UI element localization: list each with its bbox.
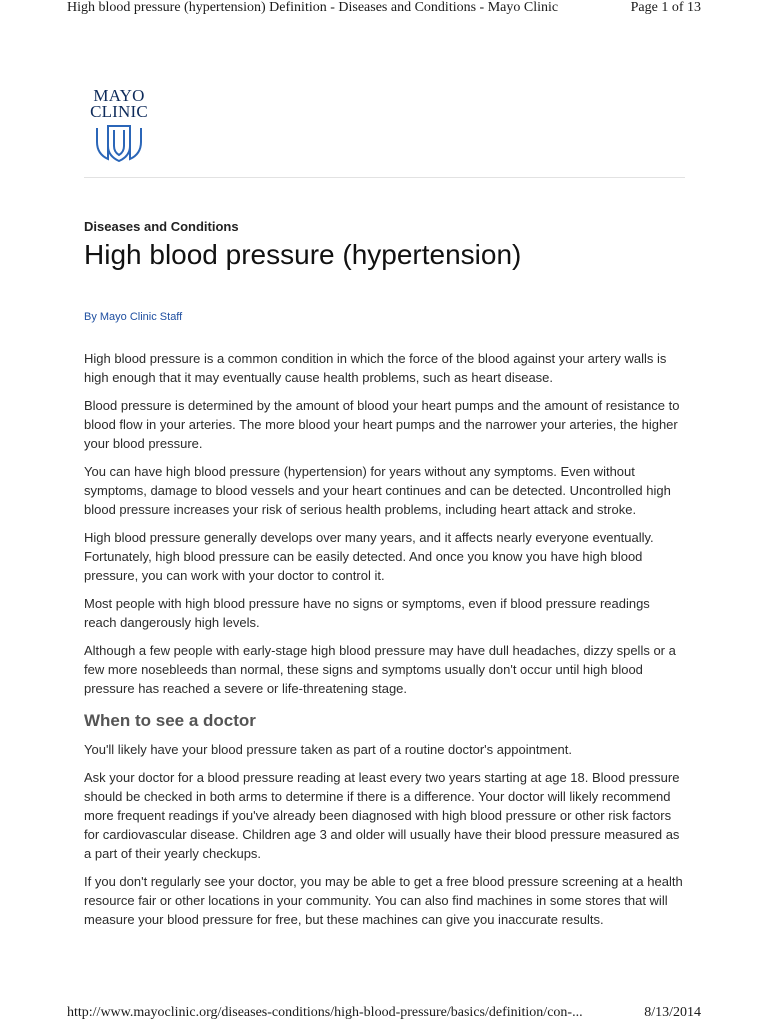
byline-link[interactable]: By Mayo Clinic Staff (84, 311, 183, 323)
paragraph: Blood pressure is determined by the amount of blood your heart pumps and the amount of resistance to blood flow in your arteries. The more blood your heart pumps and the narrower your arteries, the higher your blood pressure. (84, 398, 680, 451)
print-header-page: Page 1 of 13 (630, 0, 701, 15)
paragraph: Ask your doctor for a blood pressure reading at least every two years starting at age 18. Blood pressure should be checked in both arms to determine if there is a difference. Your doctor will likely recommend more frequent readings if you've already been diagnosed with high blood pressure or other risk factors for cardiovascular disease. Children age 3 and older will usually have their blood pressure measured as a part of their yearly checkups. (84, 770, 680, 861)
header-divider (84, 177, 685, 178)
paragraph: You'll likely have your blood pressure taken as part of a routine doctor's appointment. (84, 742, 572, 757)
print-header (67, 0, 701, 20)
page-title: High blood pressure (hypertension) (84, 239, 522, 270)
paragraph: Although a few people with early-stage high blood pressure may have dull headaches, dizzy spells or a few more nosebleeds than normal, these signs and symptoms usually don't occur until high blood pressure has reached a severe or life-threatening stage. (84, 643, 676, 696)
paragraph: You can have high blood pressure (hypertension) for years without any symptoms. Even without symptoms, damage to blood vessels and your heart continues and can be detected. Uncontrolled high blood pressure increases your risk of serious health problems, including heart attack and stroke. (84, 464, 671, 517)
subheading: When to see a doctor (84, 711, 256, 730)
mayo-clinic-logo[interactable] (84, 88, 154, 166)
print-header-title: High blood pressure (hypertension) Definition - Diseases and Conditions - Mayo Clinic (67, 0, 559, 15)
paragraph: High blood pressure is a common condition in which the force of the blood against your artery walls is high enough that it may eventually cause health problems, such as heart disease. (84, 351, 667, 385)
print-footer-date: 8/13/2014 (644, 1005, 701, 1020)
article (84, 218, 685, 938)
print-footer (67, 1005, 701, 1024)
paragraph: High blood pressure generally develops over many years, and it affects nearly everyone eventually. Fortunately, high blood pressure can be easily detected. And once you know you have high blood pressure, you can work with your doctor to control it. (84, 530, 654, 583)
mayo-shields-icon (94, 124, 144, 162)
logo-line-2: CLINIC (90, 102, 148, 121)
paragraph: Most people with high blood pressure have no signs or symptoms, even if blood pressure readings reach dangerously high levels. (84, 596, 650, 630)
logo-line-1: MAYO (93, 86, 145, 105)
paragraph: If you don't regularly see your doctor, you may be able to get a free blood pressure screening at a health resource fair or other locations in your community. You can also find machines in some stores that will measure your blood pressure for free, but these machines can give you inaccurate results. (84, 874, 683, 927)
section-label: Diseases and Conditions (84, 219, 239, 234)
print-footer-url[interactable]: http://www.mayoclinic.org/diseases-conditions/high-blood-pressure/basics/definition/con-... (67, 1005, 583, 1020)
